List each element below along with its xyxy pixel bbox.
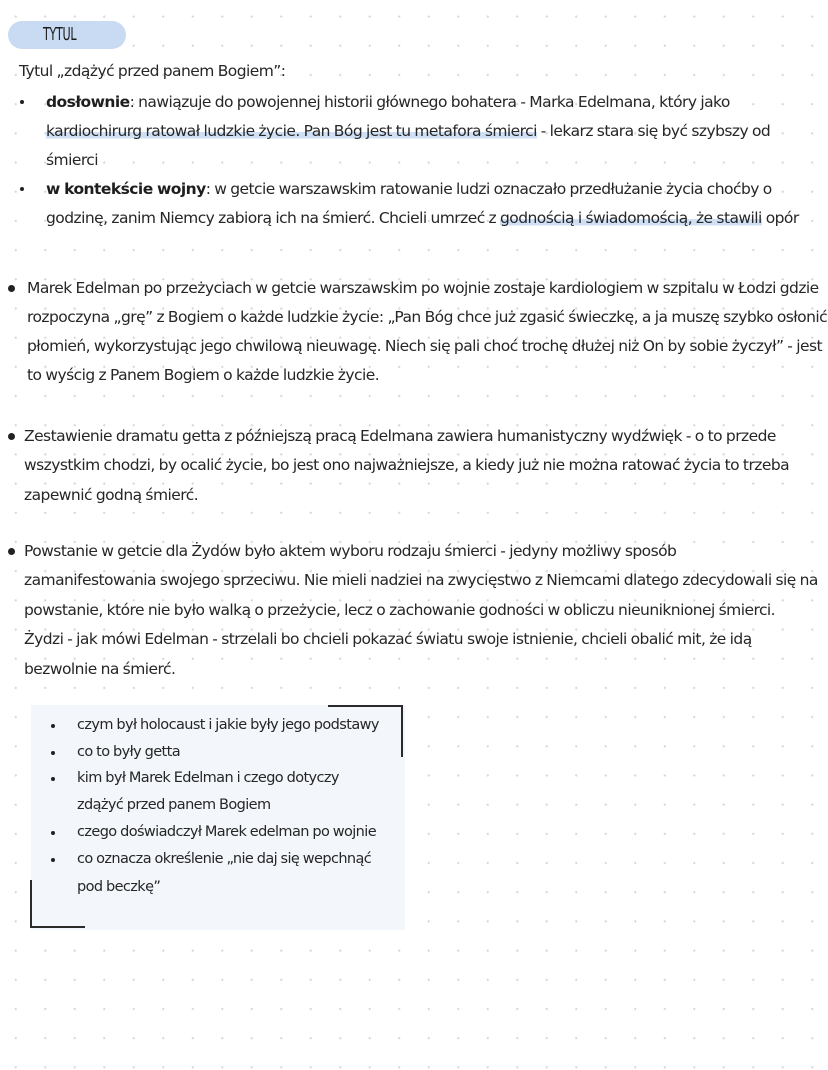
intro-item-war-line-2	[46, 207, 799, 229]
paragraph-2-line: wszystkim chodzi, by ocalić życie, bo jest ono najważniejsze, a kiedy już nie można ratować życia to trzeba	[24, 456, 790, 474]
question-item: czego doświadczył Marek edelman po wojnie	[77, 824, 377, 840]
paragraph-1-line: płomień, wykorzystując jego chwilową nieuwagę. Niech się pali choć trochę dłużej niż On by sobie życzył” - jest	[27, 337, 823, 355]
question-item-continuation: pod beczkę”	[77, 879, 161, 895]
bullet-icon	[51, 777, 55, 781]
bullet-icon	[8, 285, 15, 292]
intro-item-text: - lekarz stara się być szybszy od	[536, 122, 771, 140]
intro-item-literal-line-3: śmierci	[46, 151, 99, 169]
term-literal: dosłownie	[46, 93, 130, 111]
intro-item-text: : w getcie warszawskim ratowanie ludzi oznaczało przedłużanie życia choćby o	[205, 180, 772, 198]
bullet-icon	[51, 858, 55, 862]
subtitle: Tytul „zdążyć przed panem Bogiem”:	[19, 62, 286, 80]
bullet-icon	[51, 831, 55, 835]
question-item: kim był Marek Edelman i czego dotyczy	[77, 770, 339, 786]
paragraph-3-line: zamanifestowania swojego sprzeciwu. Nie mieli nadziei na zwycięstwo z Niemcami dlatego zdecydowali się na	[24, 571, 818, 589]
paragraph-3-line: powstanie, które nie było walką o przeżycie, lecz o zachowanie godności w obliczu nieuniknionej śmierci.	[24, 601, 776, 619]
intro-item-literal-line-1	[46, 91, 730, 113]
section-title: TYTUL	[43, 24, 77, 45]
question-item: co oznacza określenie „nie daj się wepchnąć	[77, 851, 372, 867]
highlighted-text: godnością i świadomością, że stawili	[500, 209, 762, 227]
paragraph-1-line: to wyścig z Panem Bogiem o każde ludzkie życie.	[27, 366, 380, 384]
paragraph-2-line: Zestawienie dramatu getta z późniejszą pracą Edelmana zawiera humanistyczny wydźwięk - o to przede	[24, 427, 776, 445]
paragraph-3-line: Powstanie w getcie dla Żydów było aktem wyboru rodzaju śmierci - jedyny możliwy sposób	[24, 542, 677, 560]
question-item: czym był holocaust i jakie były jego podstawy	[77, 717, 379, 733]
term-war-context: w kontekście wojny	[46, 180, 206, 198]
bullet-icon	[8, 433, 15, 440]
paragraph-1-line: Marek Edelman po przeżyciach w getcie warszawskim po wojnie zostaje kardiologiem w szpitalu w Łodzi gdzie	[27, 279, 819, 297]
corner-bracket-top-right	[328, 705, 403, 707]
bullet-icon	[20, 187, 24, 191]
bullet-icon	[20, 100, 24, 104]
bullet-icon	[51, 751, 55, 755]
paragraph-2-line: zapewnić godną śmierć.	[24, 486, 199, 504]
corner-bracket-bottom-left	[30, 926, 85, 928]
question-item-continuation: zdążyć przed panem Bogiem	[77, 797, 271, 813]
intro-item-text: godzinę, zanim Niemcy zabiorą ich na śmierć. Chcieli umrzeć z	[46, 209, 501, 227]
intro-item-text: opór	[761, 209, 799, 227]
paragraph-3-line: bezwolnie na śmierć.	[24, 660, 176, 678]
corner-bracket-top-right	[401, 705, 403, 757]
intro-item-literal-line-2	[46, 120, 770, 142]
bullet-icon	[8, 548, 15, 555]
bullet-icon	[51, 724, 55, 728]
highlighted-text: kardiochirurg ratował ludzkie życie. Pan Bóg jest tu metafora śmierci	[46, 122, 537, 140]
corner-bracket-bottom-left	[30, 880, 32, 928]
paragraph-1-line: rozpoczyna „grę” z Bogiem o każde ludzkie życie: „Pan Bóg chce już zgasić świeczkę, a ja muszę szybko osłonić	[27, 308, 828, 326]
paragraph-3-line: Żydzi - jak mówi Edelman - strzelali bo chcieli pokazać światu swoje istnienie, chcieli obalić mit, że idą	[24, 630, 752, 648]
intro-item-text: : nawiązuje do powojennej historii głównego bohatera - Marka Edelmana, który jako	[129, 93, 730, 111]
intro-item-war-line-1	[46, 178, 772, 200]
question-item: co to były getta	[77, 744, 180, 760]
